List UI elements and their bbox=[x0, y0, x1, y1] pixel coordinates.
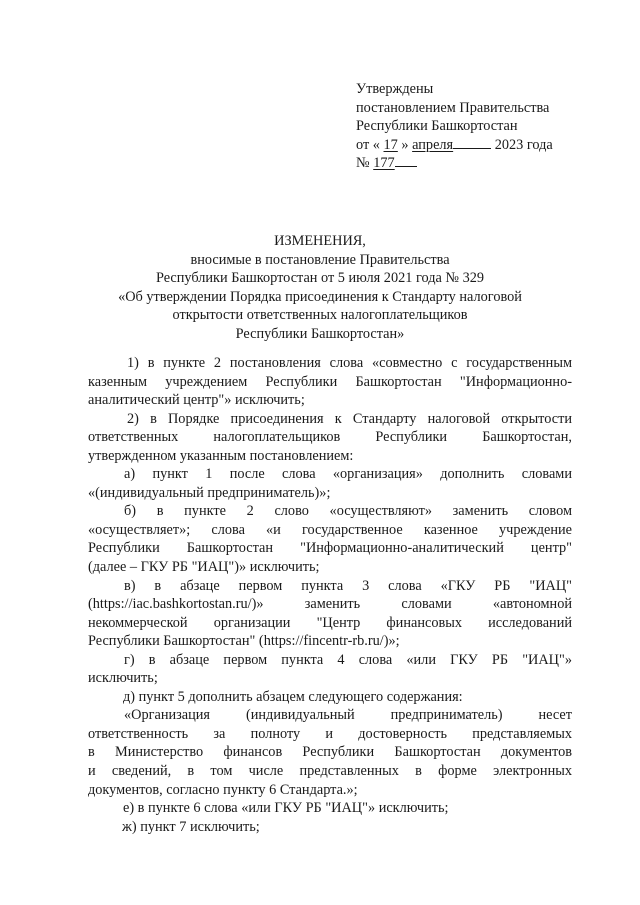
item-a-line-1: а) пункт 1 после слова «организация» дополнить словами bbox=[124, 466, 572, 483]
item-a-line-2: «(индивидуальный предприниматель)»; bbox=[88, 484, 331, 501]
document-body bbox=[88, 354, 572, 836]
item-v-line-2: (https://iac.bashkortostan.ru/)» заменить словами «автономной bbox=[88, 596, 572, 613]
heading-line-4: открытости ответственных налогоплательщиков bbox=[172, 307, 468, 324]
approval-line-approved: Утверждены bbox=[356, 81, 434, 97]
item-d-line-1: д) пункт 5 дополнить абзацем следующего содержания: bbox=[123, 688, 463, 705]
heading-line-1: вносимые в постановление Правительства bbox=[190, 251, 450, 268]
approval-date bbox=[356, 136, 596, 155]
approval-number bbox=[356, 154, 596, 173]
item-b-line-2: «осуществляет»; слова «и государственное казенное учреждение bbox=[88, 521, 572, 538]
item-2-line-3: утвержденном указанным постановлением: bbox=[88, 447, 354, 464]
date-underline bbox=[453, 136, 491, 149]
item-1-line-2: казенным учреждением Республики Башкортостан "Информационно- bbox=[88, 373, 572, 390]
heading-line-5: Республики Башкортостан» bbox=[235, 325, 405, 342]
quote-line-2: ответственность за полноту и достоверность представляемых bbox=[88, 725, 572, 742]
quote-line-5: документов, согласно пункту 6 Стандарта.»; bbox=[88, 781, 358, 798]
item-b-line-3: Республики Башкортостан "Информационно-аналитический центр" bbox=[88, 540, 572, 557]
item-1-line-1: 1) в пункте 2 постановления слова «совместно с государственным bbox=[127, 355, 572, 371]
item-zh-line-1: ж) пункт 7 исключить; bbox=[122, 818, 260, 835]
date-prefix: от « bbox=[356, 136, 380, 153]
heading-title: ИЗМЕНЕНИЯ, bbox=[274, 233, 366, 249]
quote-line-4: и сведений, в том числе представленных в форме электронных bbox=[88, 763, 572, 780]
date-month: апреля bbox=[412, 136, 454, 153]
number-value: 177 bbox=[373, 155, 395, 171]
item-g-line-2: исключить; bbox=[88, 670, 158, 687]
heading-line-3: «Об утверждении Порядка присоединения к Стандарту налоговой bbox=[118, 288, 522, 305]
item-e-line-1: е) в пункте 6 слова «или ГКУ РБ "ИАЦ"» исключить; bbox=[123, 800, 449, 817]
item-v-line-1: в) в абзаце первом пункта 3 слова «ГКУ РБ "ИАЦ" bbox=[124, 577, 572, 594]
approval-line-resolution: постановлением Правительства bbox=[356, 99, 550, 116]
quote-line-3: в Министерство финансов Республики Башкортостан документов bbox=[88, 744, 572, 761]
date-day: 17 bbox=[383, 136, 398, 153]
item-v-line-3: некоммерческой организации "Центр финансовых исследований bbox=[88, 614, 572, 631]
item-g-line-1: г) в абзаце первом пункта 4 слова «или ГКУ РБ "ИАЦ"» bbox=[124, 651, 572, 668]
item-b-line-1: б) в пункте 2 слово «осуществляют» заменить словом bbox=[124, 503, 572, 520]
heading-line-2: Республики Башкортостан от 5 июля 2021 года № 329 bbox=[155, 270, 485, 287]
item-2-line-1: 2) в Порядке присоединения к Стандарту налоговой открытости bbox=[127, 410, 572, 427]
number-underline bbox=[395, 154, 417, 167]
quote-line-1: «Организация (индивидуальный предприниматель) несет bbox=[124, 707, 572, 724]
item-b-line-4: (далее – ГКУ РБ "ИАЦ")» исключить; bbox=[88, 559, 320, 576]
item-2-line-2: ответственных налогоплательщиков Республики Башкортостан, bbox=[88, 429, 572, 446]
document-heading bbox=[90, 232, 550, 344]
date-mid: » bbox=[401, 136, 409, 153]
approval-stamp bbox=[356, 80, 596, 173]
approval-line-republic: Республики Башкортостан bbox=[356, 118, 518, 134]
number-prefix: № bbox=[356, 155, 370, 171]
item-v-line-4: Республики Башкортостан" (https://fincentr-rb.ru/)»; bbox=[88, 633, 400, 650]
date-year: 2023 года bbox=[494, 136, 553, 153]
item-1-line-3: аналитический центр"» исключить; bbox=[88, 392, 305, 409]
